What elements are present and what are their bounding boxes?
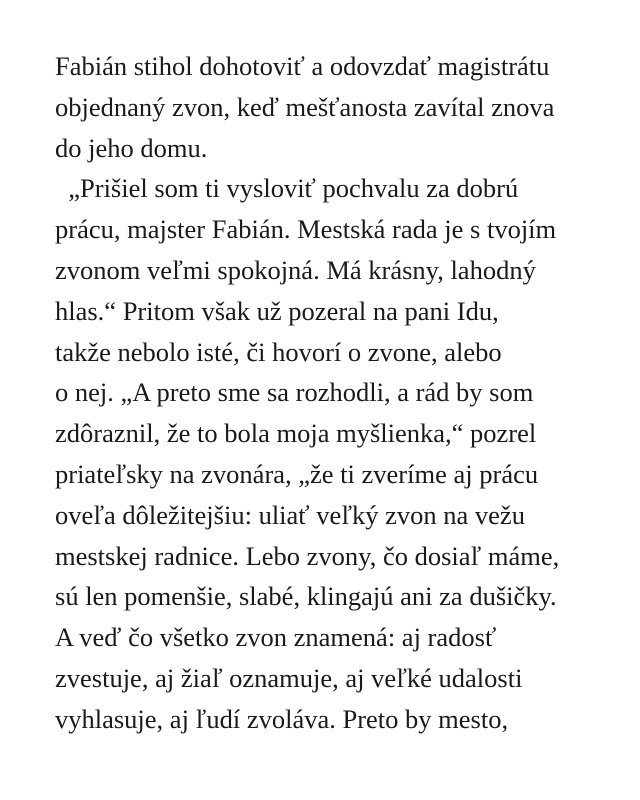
text-line: prácu, majster Fabián. Mestská rada je s tvojím <box>55 214 557 245</box>
text-line: Fabián stihol dohotoviť a odovzdať magistrátu <box>55 51 550 81</box>
text-line: o nej. „A preto sme sa rozhodli, a rád by som <box>55 377 534 408</box>
text-line: A veď čo všetko zvon znamená: aj radosť <box>55 622 497 653</box>
text-line: takže nebolo isté, či hovorí o zvone, alebo <box>55 336 502 367</box>
text-line: do jeho domu. <box>55 132 208 163</box>
text-line: hlas.“ Pritom však už pozeral na pani Idu, <box>55 295 499 326</box>
text-line: zdôraznil, že to bola moja myšlienka,“ pozrel <box>55 418 537 449</box>
text-line: mestskej radnice. Lebo zvony, čo dosiaľ máme, <box>55 540 560 571</box>
text-line: sú len pomenšie, slabé, klingajú ani za dušičky. <box>55 581 557 612</box>
text-line: oveľa dôležitejšiu: uliať veľký zvon na vežu <box>55 499 525 530</box>
text-line: priateľsky na zvonára, „že ti zveríme aj prácu <box>55 458 539 489</box>
body-text <box>55 46 615 740</box>
text-line: „Prišiel som ti vysloviť pochvalu za dobrú <box>55 173 519 204</box>
text-line: zvestuje, aj žiaľ oznamuje, aj veľké udalosti <box>55 662 523 693</box>
text-line: zvonom veľmi spokojná. Má krásny, lahodný <box>55 254 536 285</box>
text-line: objednaný zvon, keď mešťanosta zavítal znova <box>55 91 555 122</box>
text-line: vyhlasuje, aj ľudí zvoláva. Preto by mesto, <box>55 703 509 734</box>
